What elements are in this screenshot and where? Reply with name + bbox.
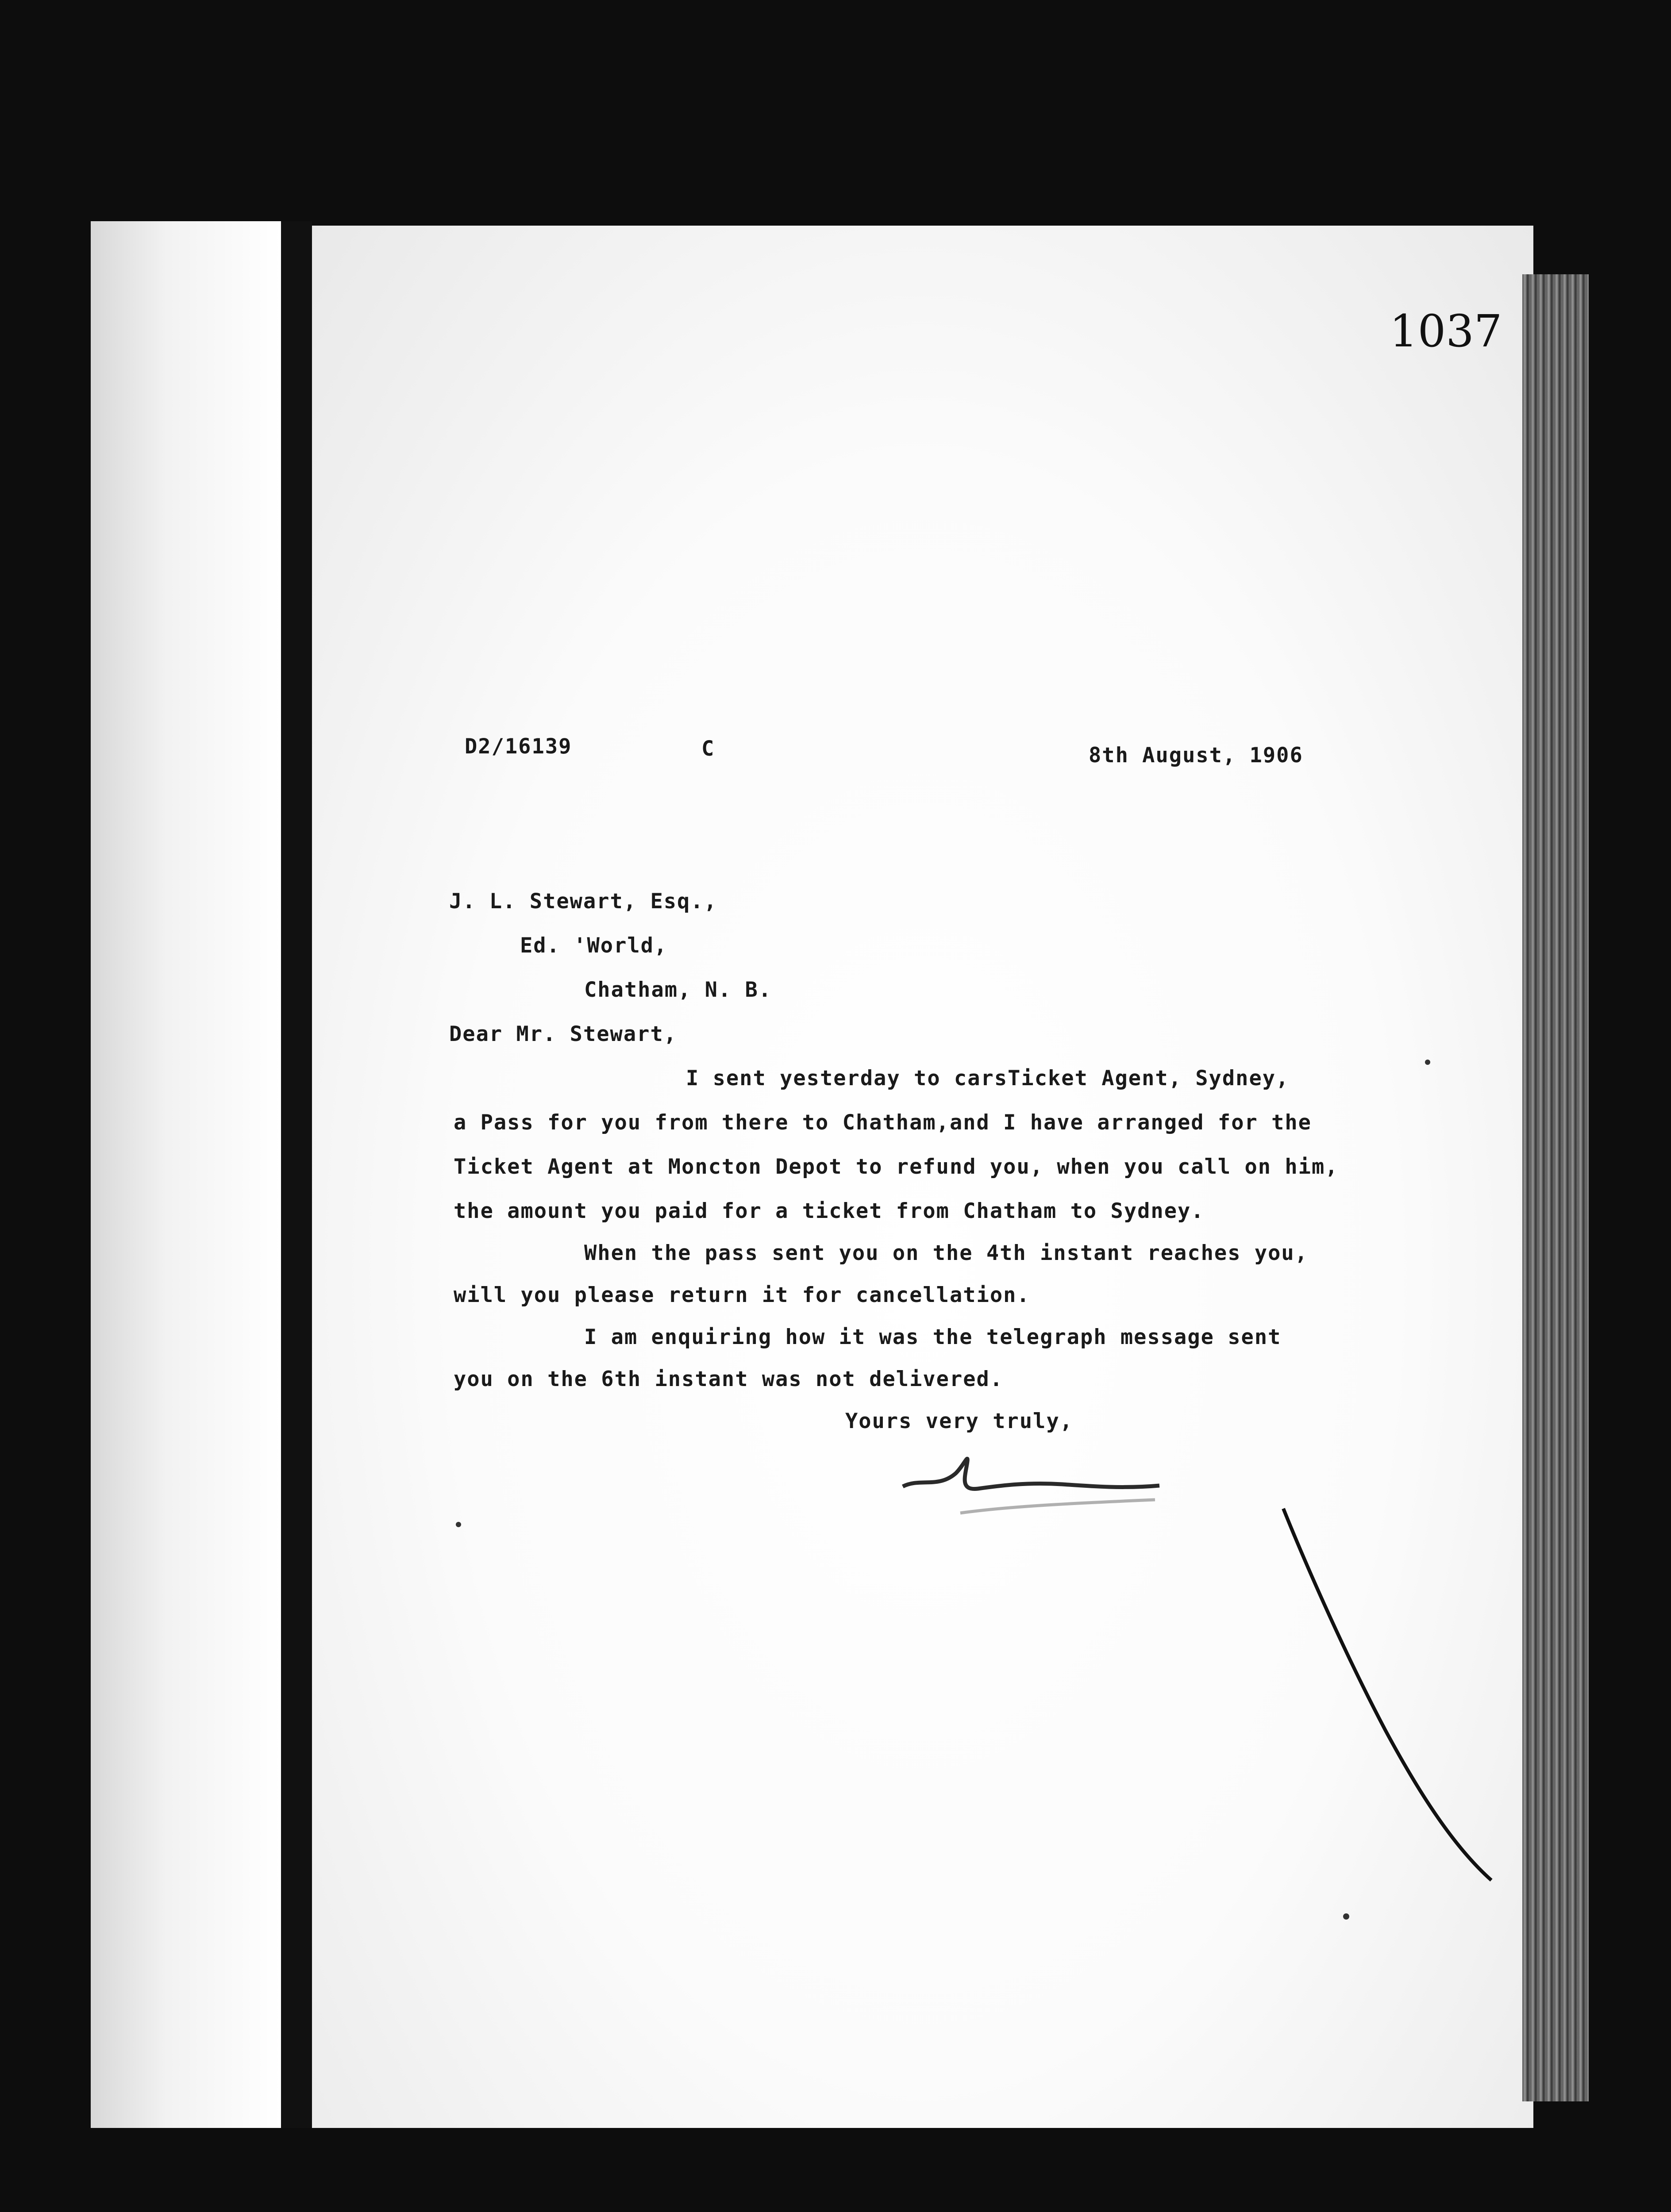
- page-stack-edges: [1522, 274, 1589, 2101]
- body-line: a Pass for you from there to Chatham,and I have arranged for the: [454, 1110, 1312, 1135]
- body-line: I am enquiring how it was the telegraph message sent: [584, 1325, 1282, 1349]
- stray-mark: [456, 1522, 461, 1527]
- recipient-name: J. L. Stewart, Esq.,: [449, 889, 717, 914]
- stray-mark: [1425, 1060, 1430, 1065]
- recipient-title: Ed. 'World,: [520, 933, 668, 958]
- body-line: the amount you paid for a ticket from Chatham to Sydney.: [454, 1199, 1205, 1223]
- left-page-flap: [91, 221, 281, 2128]
- body-line: will you please return it for cancellation.: [454, 1283, 1030, 1307]
- signature-mark: [894, 1447, 1168, 1531]
- stray-mark: [1343, 1913, 1349, 1920]
- salutation: Dear Mr. Stewart,: [449, 1022, 678, 1046]
- recipient-location: Chatham, N. B.: [584, 978, 772, 1002]
- pen-stroke-mark: [1274, 1500, 1505, 1889]
- file-reference: D2/16139: [465, 734, 572, 759]
- body-line: you on the 6th instant was not delivered.: [454, 1367, 1004, 1391]
- page-number: 1037: [1390, 305, 1502, 357]
- closing: Yours very truly,: [845, 1409, 1074, 1433]
- binding-divider: [281, 221, 312, 2128]
- body-line: Ticket Agent at Moncton Depot to refund you, when you call on him,: [454, 1155, 1339, 1179]
- body-line: I sent yesterday to carsTicket Agent, Sydney,: [686, 1066, 1290, 1091]
- body-line: When the pass sent you on the 4th instant reaches you,: [584, 1241, 1309, 1265]
- letter-date: 8th August, 1906: [1089, 743, 1303, 768]
- file-mark: C: [701, 737, 715, 761]
